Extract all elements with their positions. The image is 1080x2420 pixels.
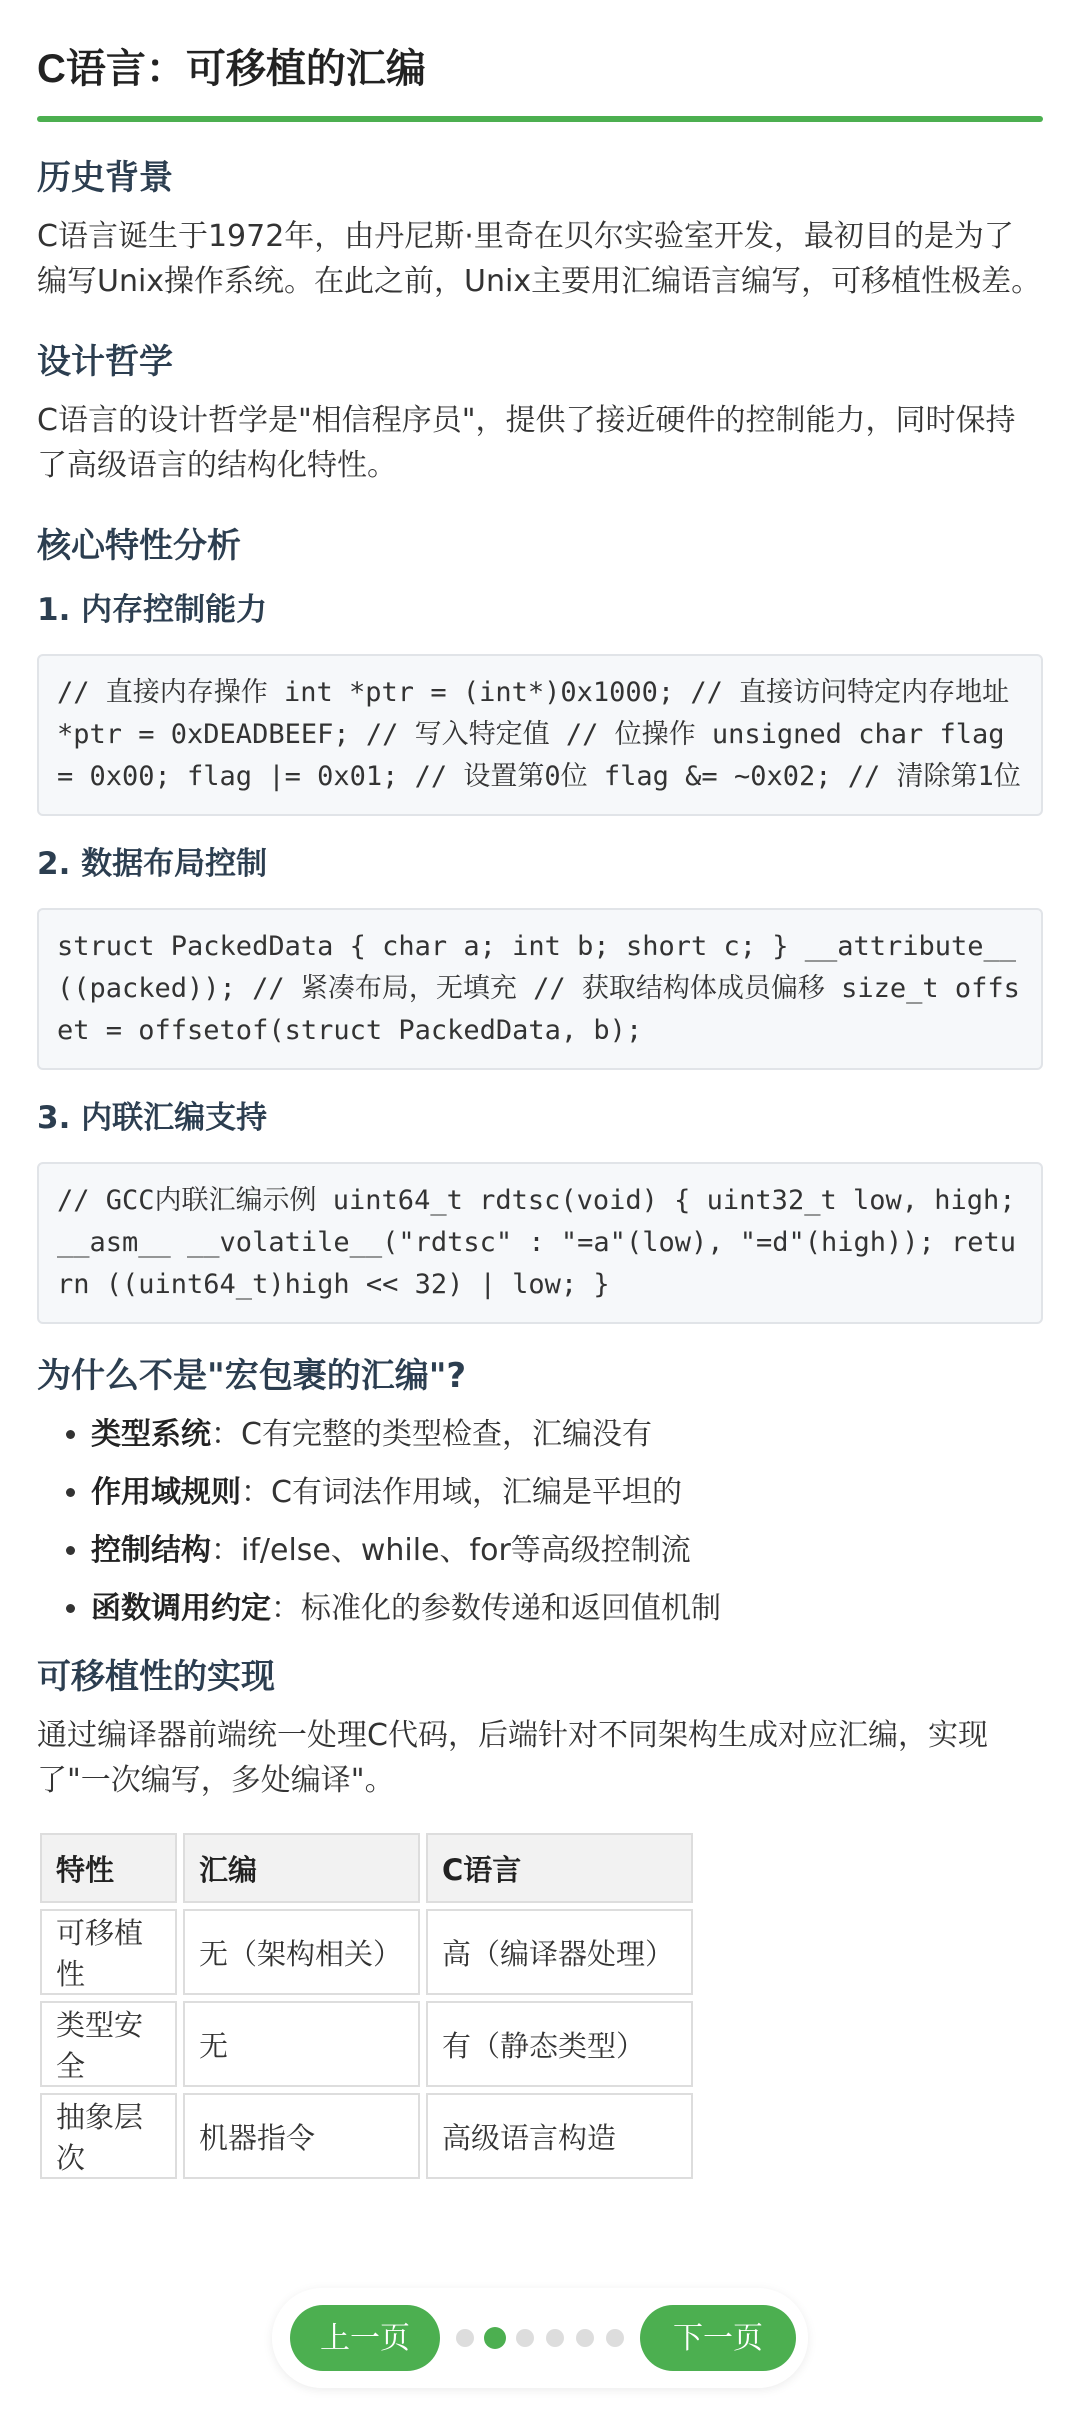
- table-cell: 无: [183, 2001, 420, 2087]
- list-item: [91, 1586, 1043, 1631]
- article: [37, 0, 1043, 2185]
- section-heading-portability: 可移植性的实现: [37, 1657, 275, 1697]
- table-row: [40, 2001, 693, 2087]
- table-header-cell: C语言: [426, 1833, 693, 1903]
- table-cell: 类型安全: [40, 2001, 177, 2087]
- subheading-data-layout: 2. 数据布局控制: [37, 846, 268, 882]
- page-dot[interactable]: [456, 2329, 474, 2347]
- table-cell: 抽象层次: [40, 2093, 177, 2179]
- page-title: C语言：可移植的汇编: [37, 47, 426, 91]
- table-cell: 机器指令: [183, 2093, 420, 2179]
- list-item-desc: ：C有词法作用域，汇编是平坦的: [241, 1475, 682, 1510]
- section-heading-features: 核心特性分析: [37, 526, 241, 566]
- list-item-desc: ：C有完整的类型检查，汇编没有: [211, 1417, 652, 1452]
- code-block-layout: struct PackedData { char a; int b; short c; } __attribute__((packed)); // 紧凑布局，无填充 // 获取结构体成员偏移 size_t offset = offsetof(struct PackedData, b);: [37, 908, 1043, 1070]
- title-divider: [37, 116, 1043, 122]
- code-block-memory: // 直接内存操作 int *ptr = (int*)0x1000; // 直接访问特定内存地址 *ptr = 0xDEADBEEF; // 写入特定值 // 位操作 unsigned char flag = 0x00; flag |= 0x01; // 设置第0位 flag &= ~0x02; // 清除第1位: [37, 654, 1043, 816]
- table-cell: 高（编译器处理）: [426, 1909, 693, 1995]
- subheading-inline-asm: 3. 内联汇编支持: [37, 1100, 268, 1136]
- page-dot[interactable]: [546, 2329, 564, 2347]
- philosophy-paragraph: C语言的设计哲学是"相信程序员"，提供了接近硬件的控制能力，同时保持了高级语言的结构化特性。: [37, 403, 1016, 483]
- section-heading-philosophy: 设计哲学: [37, 342, 173, 382]
- next-page-button[interactable]: 下一页: [640, 2305, 796, 2371]
- list-item-term: 类型系统: [91, 1417, 211, 1452]
- table-header-row: [40, 1833, 693, 1903]
- section-heading-history: 历史背景: [37, 158, 173, 198]
- page-dot[interactable]: [606, 2329, 624, 2347]
- list-item-desc: ：if/else、while、for等高级控制流: [211, 1533, 691, 1568]
- list-item-desc: ：标准化的参数传递和返回值机制: [271, 1591, 721, 1626]
- page-dot[interactable]: [484, 2327, 506, 2349]
- page-dot[interactable]: [516, 2329, 534, 2347]
- table-header-cell: 特性: [40, 1833, 177, 1903]
- table-header-cell: 汇编: [183, 1833, 420, 1903]
- list-item: [91, 1470, 1043, 1515]
- table-cell: 无（架构相关）: [183, 1909, 420, 1995]
- section-heading-why-not: 为什么不是"宏包裹的汇编"?: [37, 1356, 467, 1396]
- subheading-memory-control: 1. 内存控制能力: [37, 592, 268, 628]
- prev-page-button[interactable]: 上一页: [290, 2305, 440, 2371]
- table-cell: 高级语言构造: [426, 2093, 693, 2179]
- code-block-inline-asm: // GCC内联汇编示例 uint64_t rdtsc(void) { uint32_t low, high; __asm__ __volatile__("rdtsc" : "=a"(low), "=d"(high)); return ((uint64_t)high << 32) | low; }: [37, 1162, 1043, 1324]
- why-not-list: [37, 1412, 1043, 1631]
- list-item: [91, 1412, 1043, 1457]
- comparison-table: [34, 1827, 699, 2185]
- table-row: [40, 2093, 693, 2179]
- list-item-term: 函数调用约定: [91, 1591, 271, 1626]
- list-item-term: 控制结构: [91, 1533, 211, 1568]
- table-cell: 有（静态类型）: [426, 2001, 693, 2087]
- table-cell: 可移植性: [40, 1909, 177, 1995]
- pagination-bar: [272, 2288, 808, 2388]
- list-item-term: 作用域规则: [91, 1475, 241, 1510]
- table-row: [40, 1909, 693, 1995]
- list-item: [91, 1528, 1043, 1573]
- portability-paragraph: 通过编译器前端统一处理C代码，后端针对不同架构生成对应汇编，实现了"一次编写，多处编译"。: [37, 1718, 988, 1798]
- page-dot[interactable]: [576, 2329, 594, 2347]
- history-paragraph: C语言诞生于1972年，由丹尼斯·里奇在贝尔实验室开发，最初目的是为了编写Unix操作系统。在此之前，Unix主要用汇编语言编写，可移植性极差。: [37, 219, 1042, 299]
